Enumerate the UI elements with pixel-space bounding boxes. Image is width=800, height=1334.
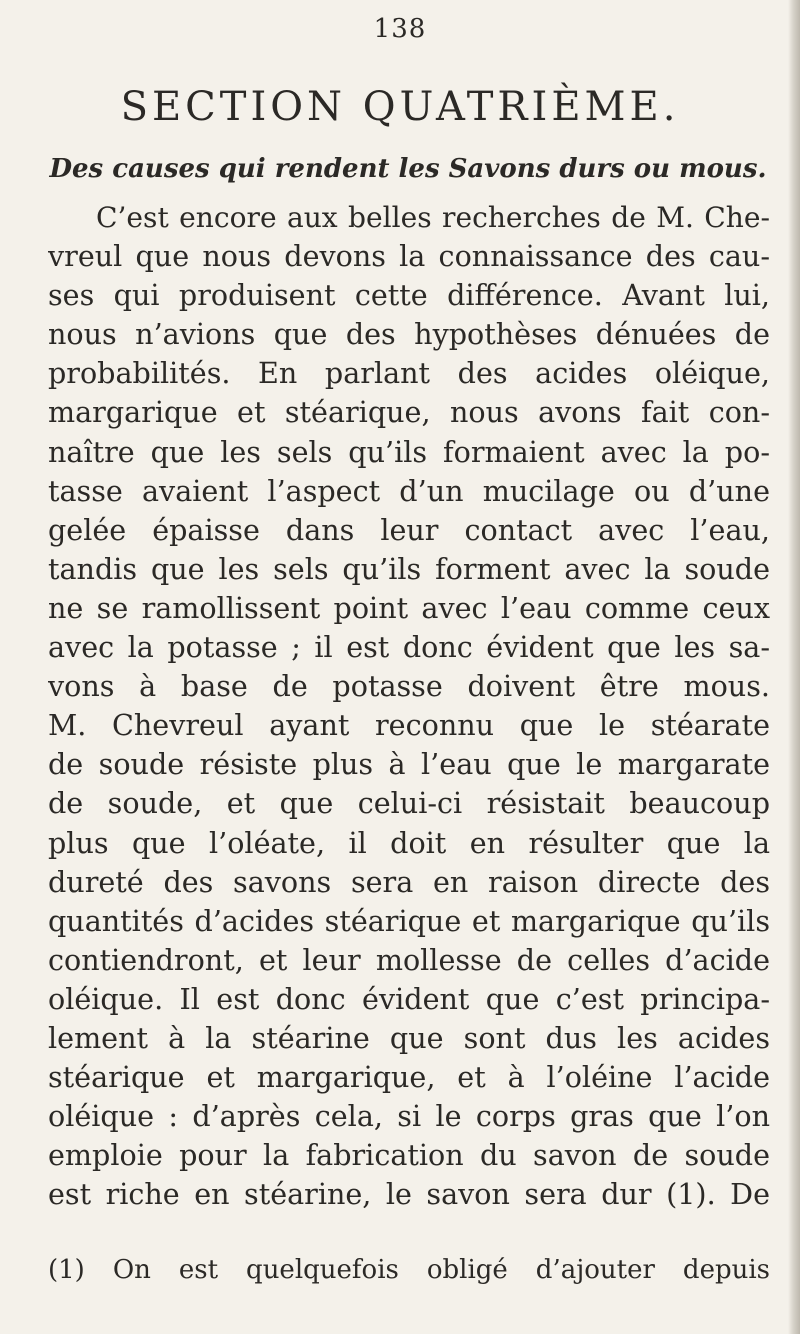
text-line: gelée épaisse dans leur contact avec l’eau, [48,512,770,547]
text-line: tandis que les sels qu’ils forment avec la soude [48,551,770,586]
footnote: (1) On est quelquefois obligé d’ajouter depuis [48,1255,770,1285]
text-line: nous n’avions que des hypothèses dénuées de [48,317,770,352]
text-line: C’est encore aux belles recherches de M. Che- [96,201,770,234]
body-paragraph [48,198,770,1214]
text-line: lement à la stéarine que sont dus les acides [48,1020,770,1055]
text-line: margarique et stéarique, nous avons fait con- [48,395,770,430]
text-line: avec la potasse ; il est donc évident que les sa- [48,630,770,665]
text-line: dureté des savons sera en raison directe des [48,864,770,899]
text-line: probabilités. En parlant des acides oléique, [48,356,770,391]
text-line: oléique. Il est donc évident que c’est principa- [48,981,770,1016]
text-line: emploie pour la fabrication du savon de soude [48,1138,770,1173]
text-line: stéarique et margarique, et à l’oléine l’acide [48,1060,770,1095]
text-line: ne se ramollissent point avec l’eau comme ceux [48,590,770,625]
text-line: oléique : d’après cela, si le corps gras que l’on [48,1099,770,1134]
text-line: naître que les sels qu’ils formaient avec la po- [48,434,770,469]
text-line: de soude résiste plus à l’eau que le margarate [48,747,770,782]
text-line: vons à base de potasse doivent être mous. [48,669,770,704]
text-line: vreul que nous devons la connaissance des cau- [48,239,770,274]
text-line: de soude, et que celui-ci résistait beaucoup [48,786,770,821]
text-line: plus que l’oléate, il doit en résulter que la [48,825,770,860]
page-number: 138 [373,14,427,44]
section-heading: SECTION QUATRIÈME. [120,84,680,130]
section-subtitle: Des causes qui rendent les Savons durs ou mous. [49,154,767,184]
text-line: quantités d’acides stéarique et margarique qu’ils [48,903,770,938]
text-line: est riche en stéarine, le savon sera dur (1). De [48,1177,770,1212]
page-edge-shadow [788,0,800,1334]
text-line: ses qui produisent cette différence. Avant lui, [48,278,770,313]
text-line: contiendront, et leur mollesse de celles d’acide [48,942,770,977]
text-line: tasse avaient l’aspect d’un mucilage ou d’une [48,473,770,508]
text-line: M. Chevreul ayant reconnu que le stéarate [48,708,770,743]
